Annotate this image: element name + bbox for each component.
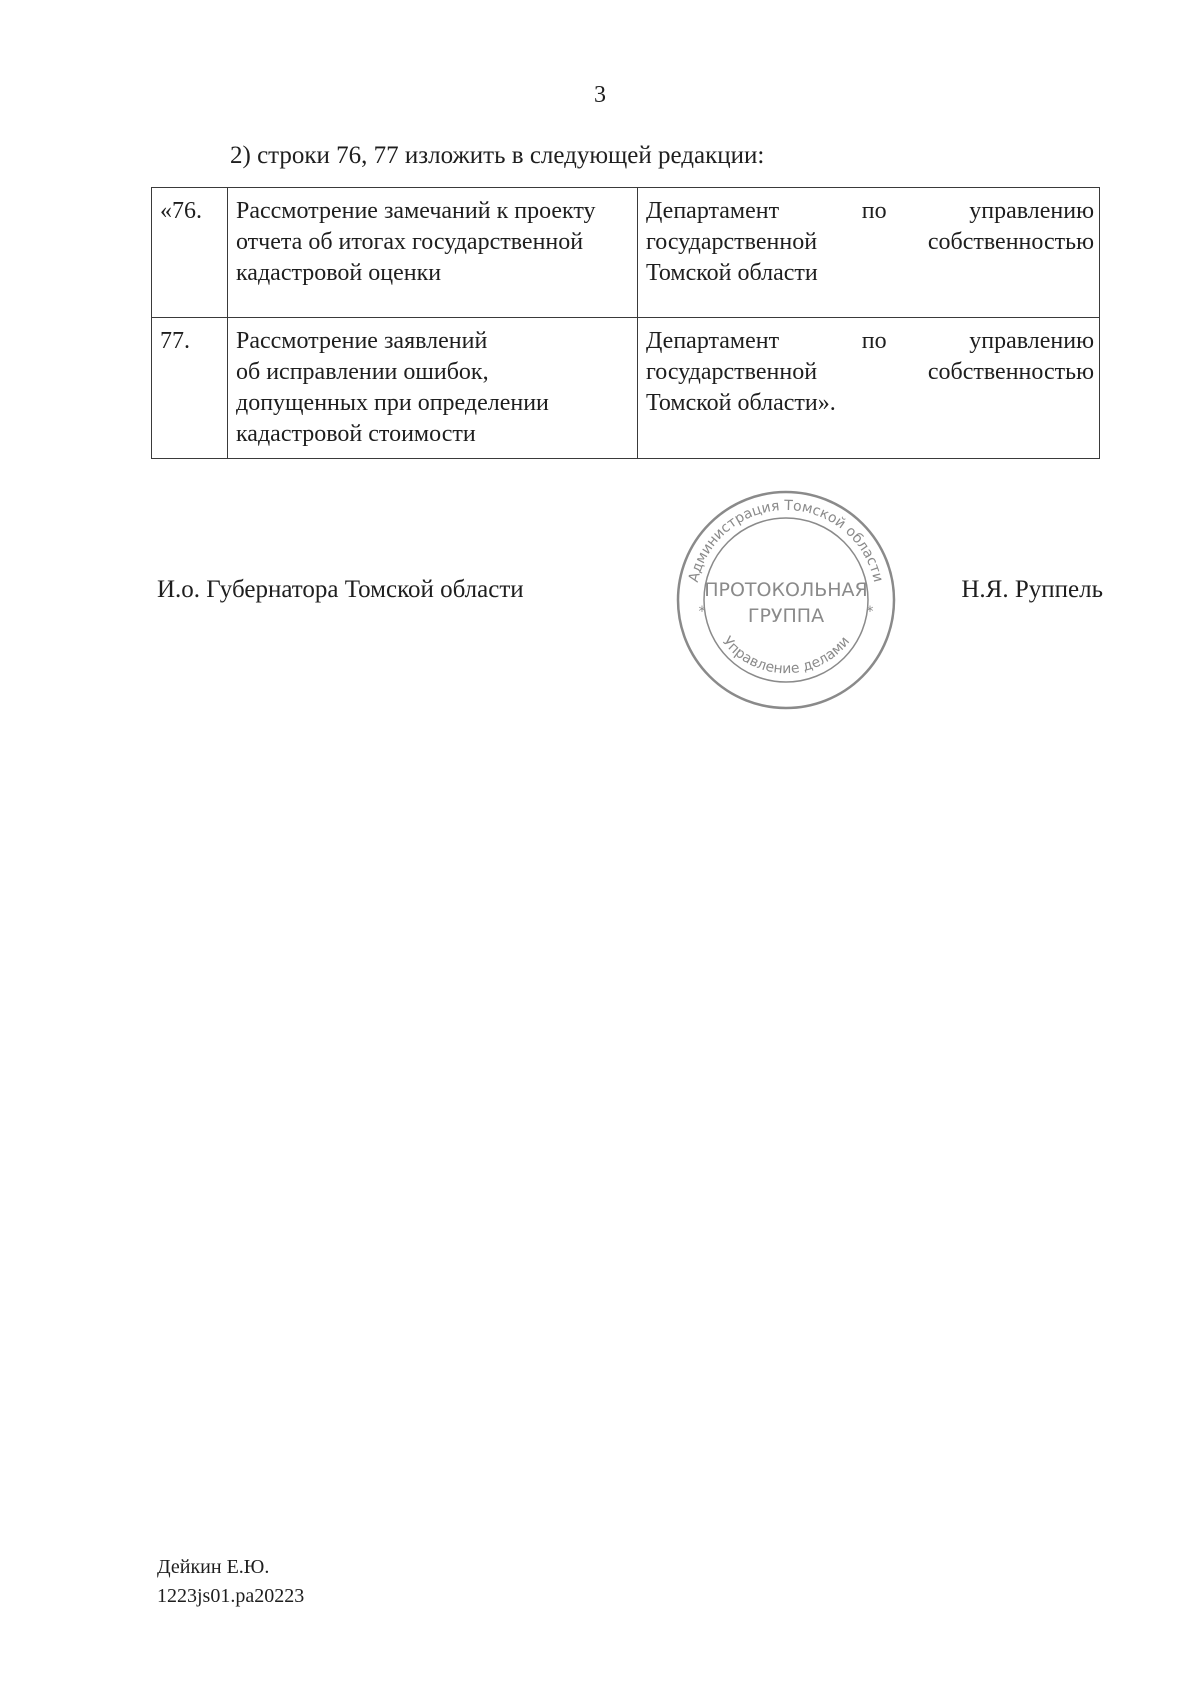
seal-outer-text-bottom: Управление делами — [718, 633, 854, 678]
description-line: Рассмотрение заявлений — [236, 328, 488, 354]
signatory-name: Н.Я. Руппель — [961, 576, 1103, 603]
page-number: 3 — [594, 82, 606, 108]
organization-line: Департамент по управлению — [646, 198, 1094, 224]
organization-line: Томской области — [646, 260, 818, 286]
description-line: Рассмотрение замечаний к проекту — [236, 198, 596, 224]
executor-name: Дейкин Е.Ю. — [157, 1556, 270, 1578]
organization-line: государственной собственностью — [646, 229, 1094, 255]
row-number: 77. — [152, 318, 228, 459]
organization-line: государственной собственностью — [646, 359, 1094, 385]
organization-line: Департамент по управлению — [646, 328, 1094, 354]
row-number: «76. — [152, 188, 228, 318]
description-line: кадастровой оценки — [236, 260, 442, 286]
signatory-position: И.о. Губернатора Томской области — [157, 576, 524, 603]
row-description — [228, 188, 638, 318]
seal-center-line2: ГРУППА — [747, 605, 825, 627]
official-seal — [674, 488, 898, 712]
table-row — [152, 188, 1100, 318]
row-organization — [638, 318, 1100, 459]
organization-line: Томской области». — [646, 390, 836, 416]
description-line: допущенных при определении — [236, 390, 549, 416]
amendment-table — [151, 187, 1100, 459]
row-organization — [638, 188, 1100, 318]
document-code: 1223js01.pa20223 — [157, 1585, 305, 1607]
description-line: кадастровой стоимости — [236, 421, 476, 447]
table-row — [152, 318, 1100, 459]
description-line: об исправлении ошибок, — [236, 359, 489, 385]
seal-center-line1: ПРОТОКОЛЬНАЯ — [704, 579, 868, 601]
row-description — [228, 318, 638, 459]
description-line: отчета об итогах государственной — [236, 229, 584, 255]
seal-star-left: * — [698, 604, 706, 620]
intro-text: 2) строки 76, 77 изложить в следующей редакции: — [230, 142, 765, 169]
seal-outer-text-top: Администрация Томской области — [685, 497, 887, 584]
seal-star-right: * — [866, 604, 874, 620]
